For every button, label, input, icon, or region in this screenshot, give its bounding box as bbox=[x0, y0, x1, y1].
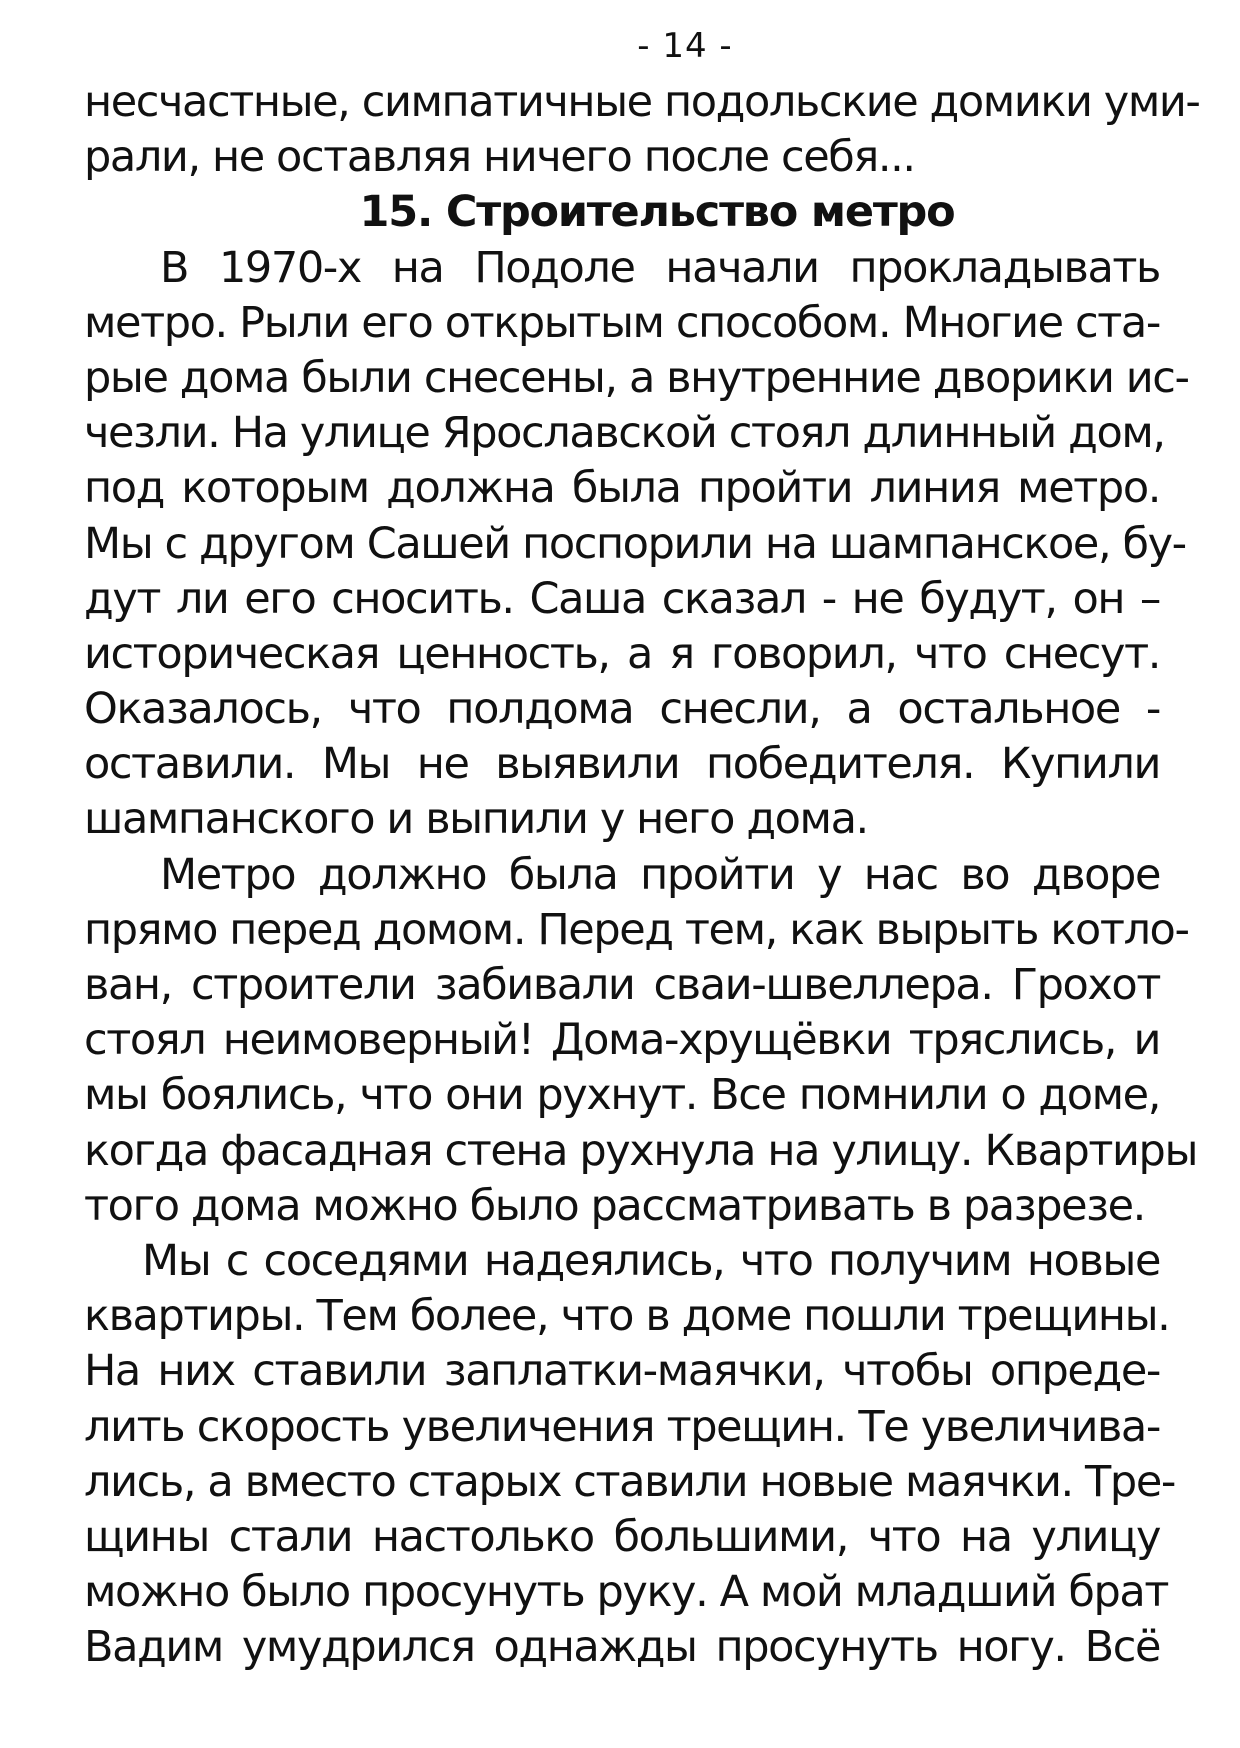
text-line: метро. Рыли его открытым способом. Многие ста- bbox=[84, 297, 1160, 348]
text-line: прямо перед домом. Перед тем, как вырыть котло- bbox=[84, 904, 1189, 955]
text-line: В 1970-х на Подоле начали прокладывать bbox=[160, 242, 1160, 293]
page-number: - 14 - bbox=[637, 26, 733, 66]
text-line: под которым должна была пройти линия метро. bbox=[84, 463, 1160, 514]
text-line: Мы с другом Сашей поспорили на шампанское, бу- bbox=[84, 518, 1186, 569]
text-line: шампанского и выпили у него дома. bbox=[84, 794, 868, 845]
text-line: мы боялись, что они рухнут. Все помнили о доме, bbox=[84, 1070, 1160, 1121]
text-line: того дома можно было рассматривать в разрезе. bbox=[84, 1180, 1145, 1231]
paragraph bbox=[84, 848, 1198, 1234]
text-line: несчастные, симпатичные подольские домики уми- bbox=[84, 77, 1200, 127]
text-line: рали, не оставляя ничего после себя... bbox=[84, 132, 915, 183]
text-line: Оказалось, что полдома снесли, а остальное - bbox=[84, 684, 1160, 735]
text-line: На них ставили заплатки-маячки, чтобы опреде- bbox=[84, 1346, 1160, 1397]
text-line: ван, строители забивали сваи-швеллера. Грохот bbox=[84, 960, 1160, 1010]
text-line: можно было просунуть руку. А мой младший брат bbox=[84, 1567, 1168, 1618]
text-line: лись, а вместо старых ставили новые маячки. Тре- bbox=[84, 1456, 1175, 1507]
text-line: лить скорость увеличения трещин. Те увеличива- bbox=[84, 1401, 1160, 1452]
text-line: щины стали настолько большими, что на улицу bbox=[84, 1511, 1160, 1562]
text-line: Вадим умудрился однажды просунуть ногу. Всё bbox=[84, 1622, 1160, 1673]
text-line: стоял неимоверный! Дома-хрущёвки тряслись, и bbox=[84, 1015, 1160, 1066]
text-line: чезли. На улице Ярославской стоял длинный дом, bbox=[84, 408, 1165, 459]
text-line: когда фасадная стена рухнула на улицу. Квартиры bbox=[84, 1125, 1198, 1176]
text-line: историческая ценность, а я говорил, что снесут. bbox=[84, 628, 1160, 679]
text-line: Метро должно была пройти у нас во дворе bbox=[160, 849, 1160, 900]
section-heading: 15. Строительство метро bbox=[359, 187, 955, 238]
text-line: рые дома были снесены, а внутренние дворики ис- bbox=[84, 352, 1189, 403]
paragraph bbox=[84, 1234, 1175, 1676]
text-line: оставили. Мы не выявили победителя. Купили bbox=[84, 739, 1160, 790]
text-line: дут ли его сносить. Саша сказал - не будут, он – bbox=[84, 573, 1160, 624]
text-line: квартиры. Тем более, что в доме пошли трещины. bbox=[84, 1291, 1170, 1342]
paragraph bbox=[84, 241, 1189, 848]
text-line: Мы с соседями надеялись, что получим новые bbox=[142, 1235, 1160, 1286]
page-text bbox=[84, 75, 1200, 1675]
